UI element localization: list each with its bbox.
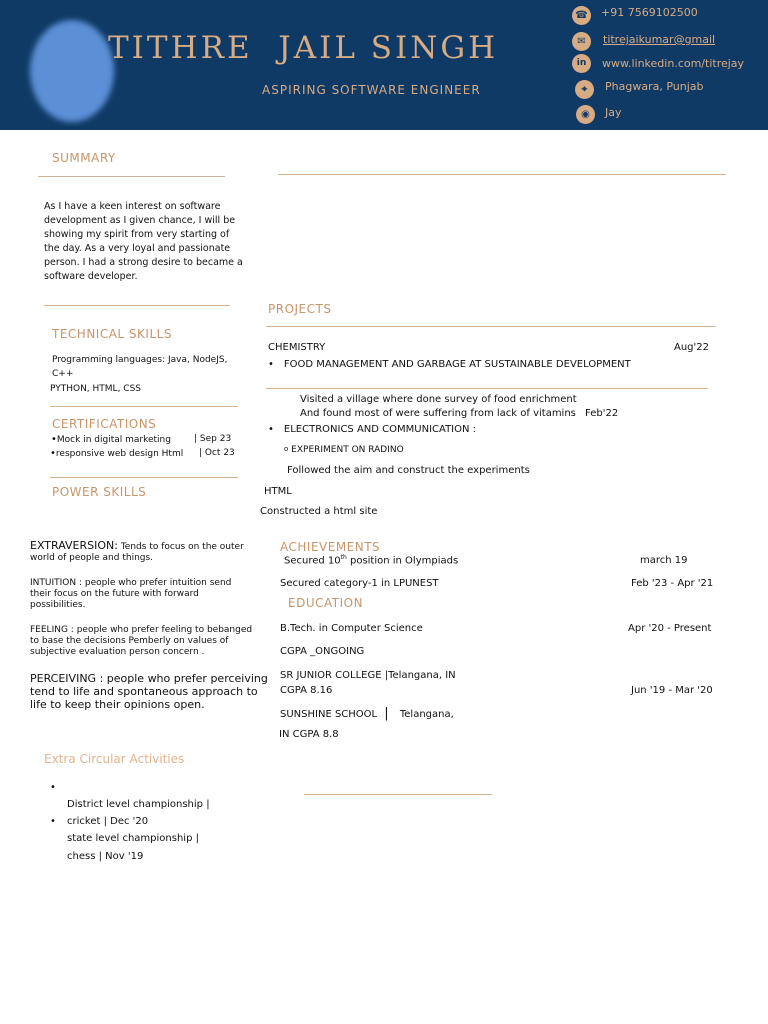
activity-line: cricket | Dec '20: [67, 816, 149, 827]
summary-text: [44, 200, 254, 284]
bullet-icon: •: [51, 434, 57, 445]
extra-activities-title: Extra Circular Activities: [44, 752, 185, 766]
education-cgpa: CGPA 8.16: [280, 685, 333, 696]
candidate-role: ASPIRING SOFTWARE ENGINEER: [262, 83, 481, 97]
activity-line: District level championship |: [67, 799, 210, 810]
achievement-item: Secured category-1 in LPUNEST: [280, 578, 439, 589]
skills-web: PYTHON, HTML, CSS: [50, 384, 142, 394]
education-cgpa: IN CGPA 8.8: [279, 729, 339, 740]
power-skill-intuition: INTUITION : people who prefer intuition send their focus on the future with forward possibilities.: [30, 578, 232, 610]
project-date: Aug'22: [674, 342, 709, 353]
achievements-title: ACHIEVEMENTS: [280, 540, 381, 554]
summary-title: SUMMARY: [52, 151, 116, 165]
project-title: • FOOD MANAGEMENT AND GARBAGE AT SUSTAINABLE DEVELOPMENT: [268, 359, 631, 370]
summary-line: software developer.: [44, 271, 138, 282]
power-skill-term: FEELING :: [30, 625, 74, 635]
activity-line: state level championship |: [67, 833, 199, 844]
power-skill-feeling: FEELING : people who prefer feeling to bebanged to base the decisions Pemberly on values of subjective evaluation person concern .: [30, 625, 253, 657]
education-degree: B.Tech. in Computer Science: [280, 623, 423, 634]
education-school: SUNSHINE SCHOOL | Telangana,: [280, 706, 454, 721]
location-icon: ⌖: [575, 80, 594, 99]
projects-title: PROJECTS: [268, 302, 332, 316]
linkedin-icon: in: [572, 54, 591, 73]
technical-skills-title: TECHNICAL SKILLS: [52, 327, 172, 341]
contact-email[interactable]: [572, 31, 762, 51]
location-text: Phagwara, Punjab: [605, 80, 704, 93]
circle-bullet-icon: o: [284, 445, 289, 453]
summary-line: person. I had a strong desire to became a: [44, 257, 243, 268]
github-text: Jay: [605, 106, 622, 119]
summary-line: the day. As a very loyal and passionate: [44, 243, 231, 254]
education-date: Apr '20 - Present: [628, 623, 712, 634]
power-skill-extraversion: EXTRAVERSION: Tends to focus on the outer world of people and things.: [30, 539, 244, 563]
certification-date: | Sep 23: [194, 434, 232, 444]
activity-line: chess | Nov '19: [67, 851, 144, 862]
bullet-icon: •: [50, 448, 56, 459]
power-skill-term: INTUITION :: [30, 578, 82, 588]
email-icon: ✉: [572, 32, 591, 51]
achievement-item: Secured 10th position in Olympiads: [284, 554, 459, 567]
bullet-icon: •: [50, 816, 56, 827]
achievement-date: Feb '23 - Apr '21: [631, 578, 714, 589]
bottom-divider: [304, 794, 492, 795]
power-skill-term: EXTRAVERSION:: [30, 539, 118, 552]
bullet-icon: •: [50, 782, 56, 793]
skills-divider: [50, 406, 238, 407]
summary-line: As I have a keen interest on software: [44, 201, 221, 212]
linkedin-text: www.linkedin.com/titrejay: [602, 57, 745, 70]
phone-text: +91 7569102500: [601, 6, 698, 19]
contact-phone[interactable]: [572, 5, 762, 25]
bullet-icon: •: [268, 424, 274, 435]
phone-icon: ☎: [572, 6, 591, 25]
project-title: • ELECTRONICS AND COMMUNICATION :: [268, 424, 477, 435]
project-detail: Followed the aim and construct the experiments: [287, 465, 530, 476]
certification-date: | Oct 23: [199, 448, 235, 458]
project-category: HTML: [264, 486, 292, 497]
github-icon: ◉: [576, 105, 595, 124]
education-cgpa: CGPA _ONGOING: [280, 646, 365, 657]
contact-github[interactable]: [572, 104, 762, 124]
certifications-title: CERTIFICATIONS: [52, 417, 157, 431]
summary-line: showing my spirit from very starting of: [44, 229, 230, 240]
contact-location: [572, 78, 762, 98]
education-school: SR JUNIOR COLLEGE |Telangana, IN: [280, 670, 456, 681]
top-right-divider: [278, 174, 726, 175]
project-divider: [266, 388, 708, 389]
achievement-date: march 19: [640, 555, 688, 566]
contact-list: [572, 5, 762, 125]
power-skill-perceiving: PERCEIVING : people who prefer perceiving tend to life and spontaneous approach to life to keep their opinions open.: [30, 672, 268, 711]
summary-bottom-divider: [44, 305, 230, 306]
project-detail: Visited a village where done survey of food enrichment: [300, 394, 577, 405]
project-detail: And found most of were suffering from lack of vitamins: [300, 408, 576, 419]
bullet-icon: •: [268, 359, 274, 370]
certification-item: •Mock in digital marketing: [51, 434, 171, 445]
skills-languages: Programming languages: Java, NodeJS,: [52, 355, 228, 365]
candidate-name: TITHRE JAIL SINGH: [108, 30, 499, 66]
project-detail: Constructed a html site: [260, 506, 378, 517]
skills-languages-cont: C++: [52, 369, 74, 379]
project-category: CHEMISTRY: [268, 342, 326, 353]
certification-item: •responsive web design Html: [50, 448, 184, 459]
certifications-divider: [50, 477, 238, 478]
summary-line: development as I given chance, I will be: [44, 215, 236, 226]
project-subitem: $^o$ EXPERIMENT ON RADINO: [284, 445, 404, 455]
projects-divider: [266, 326, 716, 327]
project-date: Feb'22: [585, 408, 619, 419]
email-text: titrejaikumar@gmail: [603, 33, 716, 46]
power-skills-title: POWER SKILLS: [52, 485, 147, 499]
contact-linkedin[interactable]: [572, 54, 762, 74]
avatar: [30, 20, 114, 122]
summary-divider: [38, 176, 225, 177]
power-skill-term: PERCEIVING :: [30, 672, 104, 685]
education-title: EDUCATION: [288, 596, 364, 610]
education-date: Jun '19 - Mar '20: [631, 685, 713, 696]
